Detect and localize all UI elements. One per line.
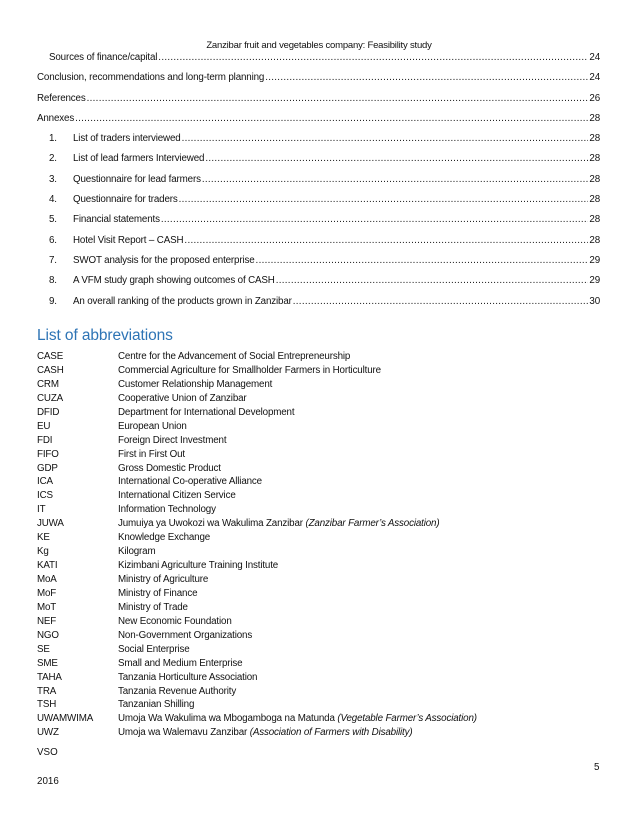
abbreviation-row <box>37 643 600 657</box>
abbreviation-row <box>37 698 600 712</box>
toc-entry-label: Questionnaire for traders <box>73 194 178 206</box>
toc-entry-page: 24 <box>589 72 600 84</box>
abbreviation-row <box>37 629 600 643</box>
abbreviation-row <box>37 601 600 615</box>
toc-entry[interactable] <box>37 174 600 194</box>
abbreviation-definition-text: Information Technology <box>118 504 216 516</box>
abbreviation-definition <box>118 448 600 462</box>
toc-entry-page: 29 <box>589 275 600 287</box>
toc-dot-leader <box>184 235 588 246</box>
abbreviation-term: TAHA <box>37 671 62 683</box>
toc-entry-label: Hotel Visit Report – CASH <box>73 234 184 246</box>
abbreviation-definition-text: Tanzania Horticulture Association <box>118 671 258 683</box>
abbreviation-definition <box>118 503 600 517</box>
abbreviation-term: UWAMWIMA <box>37 713 94 725</box>
abbreviation-row <box>37 462 600 476</box>
abbreviation-definition <box>118 712 600 726</box>
abbreviation-definition-text: Kizimbani Agriculture Training Institute <box>118 560 279 572</box>
abbreviation-row <box>37 726 600 740</box>
abbreviation-definition-text: Tanzania Revenue Authority <box>118 685 237 697</box>
abbreviation-row <box>37 615 600 629</box>
abbreviation-definition <box>118 587 600 601</box>
abbreviation-definition <box>118 434 600 448</box>
trailing-abbreviation: VSO <box>37 747 58 758</box>
abbreviation-definition <box>118 489 600 503</box>
abbreviation-term: KE <box>37 532 50 544</box>
toc-entry-label: List of traders interviewed <box>73 133 181 145</box>
abbreviation-definition-text: European Union <box>118 420 187 432</box>
abbreviation-row <box>37 448 600 462</box>
abbreviation-definition-text: Gross Domestic Product <box>118 462 221 474</box>
toc-entry[interactable] <box>37 194 600 214</box>
abbreviation-definition-text: First in First Out <box>118 448 185 460</box>
toc-dot-leader <box>276 275 589 286</box>
toc-entry-page: 28 <box>589 173 600 185</box>
toc-dot-leader <box>205 153 588 164</box>
abbreviation-definition-text: Jumuiya ya Uwokozi wa Wakulima Zanzibar <box>118 518 303 530</box>
abbreviation-definition <box>118 420 600 434</box>
toc-entry-page: 24 <box>589 52 600 63</box>
abbreviation-definition-text: Foreign Direct Investment <box>118 434 227 446</box>
abbreviation-definition <box>118 406 600 420</box>
abbreviation-note: (Zanzibar Farmer’s Association) <box>305 518 440 530</box>
abbreviation-row <box>37 573 600 587</box>
toc-entry-number: 3. <box>49 173 57 185</box>
toc-entry-label: An overall ranking of the products grown in Zanzibar <box>73 295 292 307</box>
abbreviation-definition-text: Knowledge Exchange <box>118 532 211 544</box>
abbreviation-definition <box>118 545 600 559</box>
toc-dot-leader <box>75 113 588 124</box>
toc-entry-label: Annexes <box>37 112 75 124</box>
toc-entry-number: 1. <box>49 133 57 145</box>
toc-entry-label: References <box>37 92 86 104</box>
table-of-contents <box>37 52 600 316</box>
toc-entry-number: 4. <box>49 194 57 206</box>
toc-dot-leader <box>182 133 589 144</box>
toc-entry-page: 26 <box>589 92 600 104</box>
toc-entry-number: 5. <box>49 214 57 226</box>
toc-entry[interactable] <box>37 275 600 295</box>
abbreviation-term: UWZ <box>37 727 59 739</box>
toc-entry-page: 28 <box>589 112 600 124</box>
toc-entry[interactable] <box>37 113 600 133</box>
abbreviation-row <box>37 685 600 699</box>
abbreviation-definition <box>118 462 600 476</box>
abbreviation-term: MoA <box>37 574 57 585</box>
abbreviation-definition-text: Centre for the Advancement of Social Entrepreneurship <box>118 351 351 362</box>
toc-dot-leader <box>202 174 589 185</box>
abbreviation-term: TRA <box>37 685 57 697</box>
abbreviation-row <box>37 420 600 434</box>
abbreviation-term: MoT <box>37 601 57 613</box>
toc-entry[interactable] <box>37 235 600 255</box>
abbreviation-row <box>37 587 600 601</box>
abbreviation-definition <box>118 698 600 712</box>
abbreviation-term: CASE <box>37 351 64 362</box>
abbreviation-row <box>37 531 600 545</box>
abbreviation-row <box>37 434 600 448</box>
abbreviation-term: ICS <box>37 490 53 502</box>
toc-entry-label: Questionnaire for lead farmers <box>73 173 201 185</box>
abbreviation-row <box>37 712 600 726</box>
abbreviation-definition-text: Social Enterprise <box>118 643 190 655</box>
toc-entry-page: 29 <box>589 254 600 266</box>
abbreviation-row <box>37 475 600 489</box>
abbreviation-term: TSH <box>37 699 57 711</box>
toc-entry[interactable] <box>37 296 600 316</box>
abbreviation-term: FIFO <box>37 448 59 460</box>
abbreviation-term: EU <box>37 420 51 432</box>
toc-entry-page: 30 <box>589 295 600 307</box>
abbreviation-definition <box>118 559 600 573</box>
abbreviation-definition <box>118 685 600 699</box>
abbreviation-note: (Vegetable Farmer’s Association) <box>337 713 477 725</box>
abbreviation-definition-text: Non-Government Organizations <box>118 629 253 641</box>
abbreviation-definition <box>118 726 600 740</box>
abbreviation-definition-text: Kilogram <box>118 546 156 558</box>
abbreviation-row <box>37 350 600 364</box>
toc-entry[interactable] <box>37 153 600 173</box>
abbreviation-definition-text: Ministry of Trade <box>118 601 188 613</box>
toc-entry-page: 28 <box>589 214 600 226</box>
abbreviation-term: FDI <box>37 434 53 446</box>
toc-entry[interactable] <box>37 255 600 275</box>
abbreviation-row <box>37 406 600 420</box>
toc-entry-label: A VFM study graph showing outcomes of CASH <box>73 275 275 287</box>
abbreviation-term: MoF <box>37 587 57 599</box>
abbreviation-definition-text: Cooperative Union of Zanzibar <box>118 392 247 404</box>
abbreviation-term: JUWA <box>37 518 64 530</box>
abbreviation-definition <box>118 350 600 364</box>
abbreviation-definition-text: Commercial Agriculture for Smallholder Farmers in Horticulture <box>118 364 381 376</box>
toc-entry-number: 8. <box>49 275 57 287</box>
abbreviation-term: IT <box>37 504 46 516</box>
abbreviation-term: DFID <box>37 406 60 418</box>
abbreviation-definition <box>118 475 600 489</box>
abbreviation-definition <box>118 531 600 545</box>
abbreviation-row <box>37 392 600 406</box>
abbreviation-definition <box>118 657 600 671</box>
abbreviations-heading: List of abbreviations <box>37 327 173 344</box>
abbreviation-definition <box>118 392 600 406</box>
abbreviation-term: CUZA <box>37 392 64 404</box>
abbreviation-row <box>37 517 600 531</box>
toc-dot-leader <box>161 214 589 225</box>
toc-entry-page: 28 <box>589 234 600 246</box>
toc-entry-page: 28 <box>589 194 600 206</box>
toc-entry[interactable] <box>37 214 600 234</box>
abbreviation-definition-text: Tanzanian Shilling <box>118 699 195 711</box>
abbreviation-definition-text: International Co-operative Alliance <box>118 476 262 488</box>
footer-year: 2016 <box>37 776 59 787</box>
running-header: Zanzibar fruit and vegetables company: Feasibility study <box>206 40 432 51</box>
abbreviation-definition-text: Ministry of Agriculture <box>118 574 209 585</box>
abbreviation-row <box>37 671 600 685</box>
abbreviation-row <box>37 489 600 503</box>
toc-entry-number: 6. <box>49 234 57 246</box>
abbreviation-definition <box>118 364 600 378</box>
toc-dot-leader <box>158 52 588 63</box>
abbreviation-row <box>37 503 600 517</box>
abbreviation-definition-text: Umoja Wa Wakulima wa Mbogamboga na Matunda <box>118 713 335 725</box>
abbreviation-term: GDP <box>37 462 58 474</box>
abbreviation-term: CASH <box>37 364 64 376</box>
abbreviation-term: CRM <box>37 378 59 390</box>
abbreviation-row <box>37 378 600 392</box>
toc-entry-page: 28 <box>589 153 600 165</box>
toc-entry-label: Sources of finance/capital <box>49 52 158 63</box>
abbreviation-definition <box>118 615 600 629</box>
toc-entry-number: 2. <box>49 153 57 165</box>
toc-entry-label: SWOT analysis for the proposed enterprise <box>73 254 255 266</box>
toc-dot-leader <box>265 72 588 83</box>
toc-dot-leader <box>256 255 589 266</box>
abbreviation-row <box>37 559 600 573</box>
abbreviation-definition <box>118 643 600 657</box>
abbreviation-definition <box>118 573 600 587</box>
abbreviations-list <box>37 350 600 740</box>
abbreviation-definition-text: Customer Relationship Management <box>118 378 273 390</box>
page-number: 5 <box>594 762 600 773</box>
toc-entry[interactable] <box>37 52 600 72</box>
abbreviation-term: ICA <box>37 476 53 488</box>
abbreviation-definition <box>118 629 600 643</box>
toc-entry[interactable] <box>37 72 600 92</box>
abbreviation-definition-text: New Economic Foundation <box>118 615 232 627</box>
toc-entry-label: Conclusion, recommendations and long-term planning <box>37 72 265 84</box>
toc-entry[interactable] <box>37 133 600 153</box>
toc-entry-number: 9. <box>49 295 57 307</box>
abbreviation-row <box>37 657 600 671</box>
abbreviation-definition-text: Small and Medium Enterprise <box>118 657 243 669</box>
abbreviation-row <box>37 364 600 378</box>
abbreviation-note: (Association of Farmers with Disability) <box>249 727 413 739</box>
toc-entry-number: 7. <box>49 254 57 266</box>
abbreviation-term: SME <box>37 657 58 669</box>
abbreviation-term: NEF <box>37 615 57 627</box>
toc-entry-page: 28 <box>589 133 600 145</box>
toc-dot-leader <box>87 93 589 104</box>
abbreviation-term: Kg <box>37 546 49 558</box>
abbreviation-definition <box>118 601 600 615</box>
abbreviation-term: NGO <box>37 629 59 641</box>
abbreviation-definition-text: Umoja wa Walemavu Zanzibar <box>118 727 248 739</box>
abbreviation-definition-text: Ministry of Finance <box>118 587 198 599</box>
abbreviation-term: SE <box>37 643 50 655</box>
toc-entry-label: Financial statements <box>73 214 160 226</box>
abbreviation-term: KATI <box>37 560 58 572</box>
abbreviation-definition <box>118 378 600 392</box>
toc-dot-leader <box>179 194 589 205</box>
toc-entry[interactable] <box>37 93 600 113</box>
abbreviation-definition-text: International Citizen Service <box>118 490 236 502</box>
abbreviation-definition <box>118 671 600 685</box>
toc-dot-leader <box>293 296 589 307</box>
abbreviation-definition-text: Department for International Development <box>118 406 295 418</box>
toc-entry-label: List of lead farmers Interviewed <box>73 153 205 165</box>
abbreviation-row <box>37 545 600 559</box>
abbreviation-definition <box>118 517 600 531</box>
